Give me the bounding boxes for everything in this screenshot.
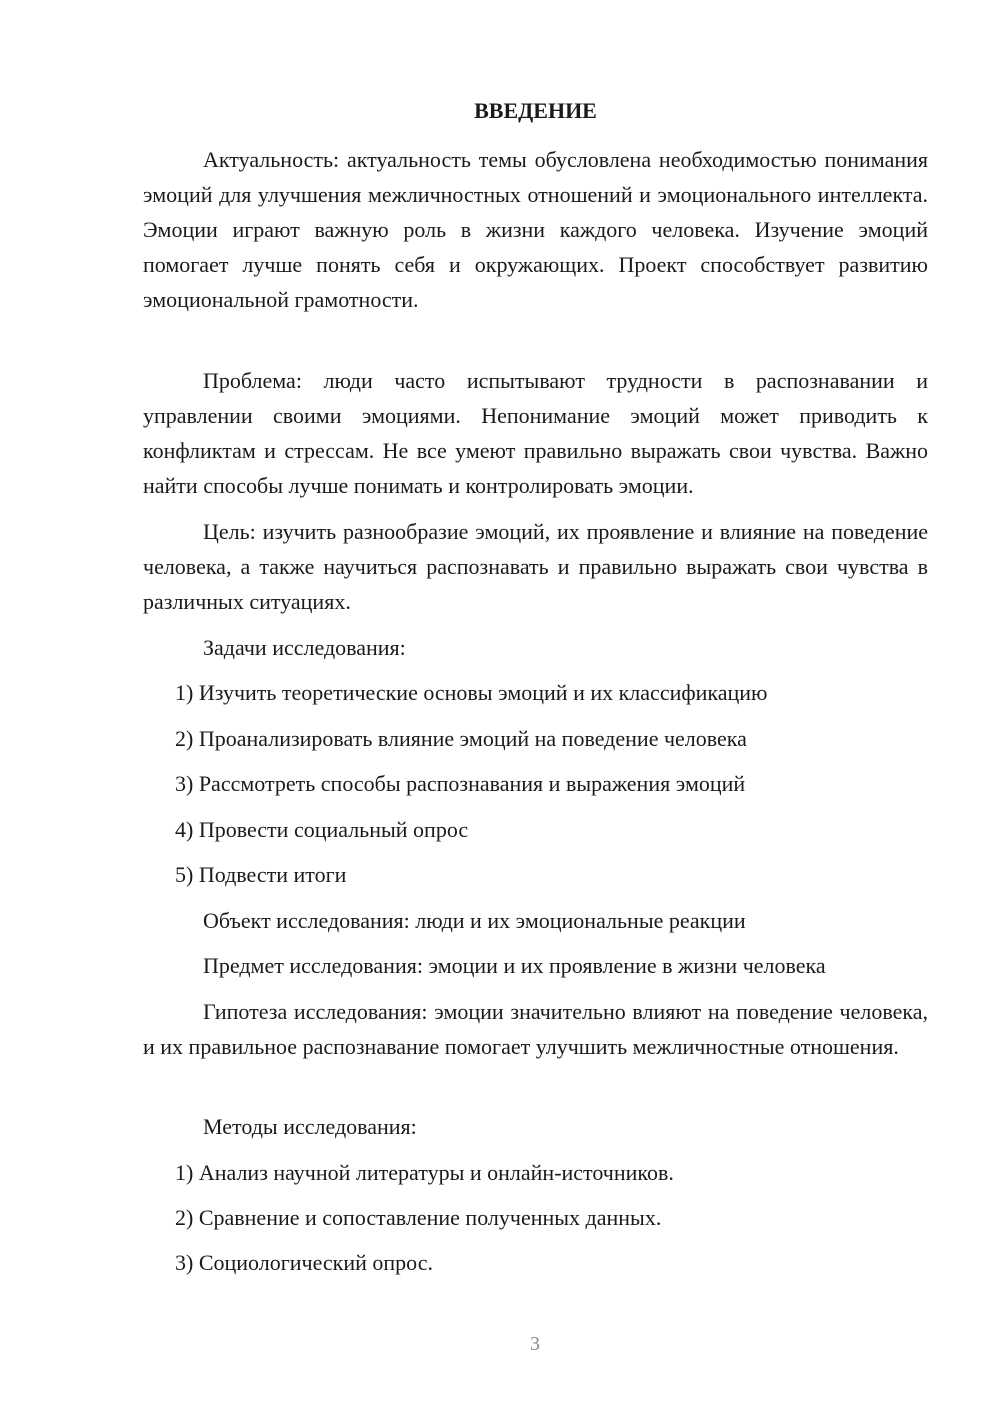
relevance-paragraph: Актуальность: актуальность темы обусловлена необходимостью понимания эмоций для улучшения межличностных отношений и эмоционального интеллекта. Эмоции играют важную роль в жизни каждого человека. Изучение эмоций помогает лучше понять себя и окружающих. Проект способствует развитию эмоциональной грамотности. bbox=[143, 147, 928, 312]
goal-paragraph: Цель: изучить разнообразие эмоций, их проявление и влияние на поведение человека, а также научиться распознавать и правильно выражать свои чувства в различных ситуациях. bbox=[143, 519, 928, 614]
method-item: 3) Социологический опрос. bbox=[175, 1250, 433, 1275]
research-subject: Предмет исследования: эмоции и их проявление в жизни человека bbox=[203, 953, 826, 978]
page-title: ВВЕДЕНИЕ bbox=[474, 98, 597, 123]
method-item: 1) Анализ научной литературы и онлайн-источников. bbox=[175, 1160, 674, 1185]
research-object: Объект исследования: люди и их эмоциональные реакции bbox=[203, 908, 746, 933]
page-number: 3 bbox=[530, 1333, 540, 1355]
task-item: 4) Провести социальный опрос bbox=[175, 817, 469, 842]
task-item: 2) Проанализировать влияние эмоций на поведение человека bbox=[175, 726, 747, 751]
tasks-label: Задачи исследования: bbox=[203, 635, 406, 660]
task-item: 1) Изучить теоретические основы эмоций и их классификацию bbox=[175, 680, 768, 705]
task-item: 5) Подвести итоги bbox=[175, 862, 347, 887]
methods-label: Методы исследования: bbox=[203, 1114, 417, 1139]
hypothesis-paragraph: Гипотеза исследования: эмоции значительно влияют на поведение человека, и их правильное распознавание помогает улучшить межличностные отношения. bbox=[143, 999, 928, 1059]
method-item: 2) Сравнение и сопоставление полученных данных. bbox=[175, 1205, 662, 1230]
task-item: 3) Рассмотреть способы распознавания и выражения эмоций bbox=[175, 771, 746, 796]
problem-paragraph: Проблема: люди часто испытывают трудности в распознавании и управлении своими эмоциями. Непонимание эмоций может приводить к конфликтам и стрессам. Не все умеют правильно выражать свои чувства. Важно найти способы лучше понимать и контролировать эмоции. bbox=[143, 368, 928, 498]
